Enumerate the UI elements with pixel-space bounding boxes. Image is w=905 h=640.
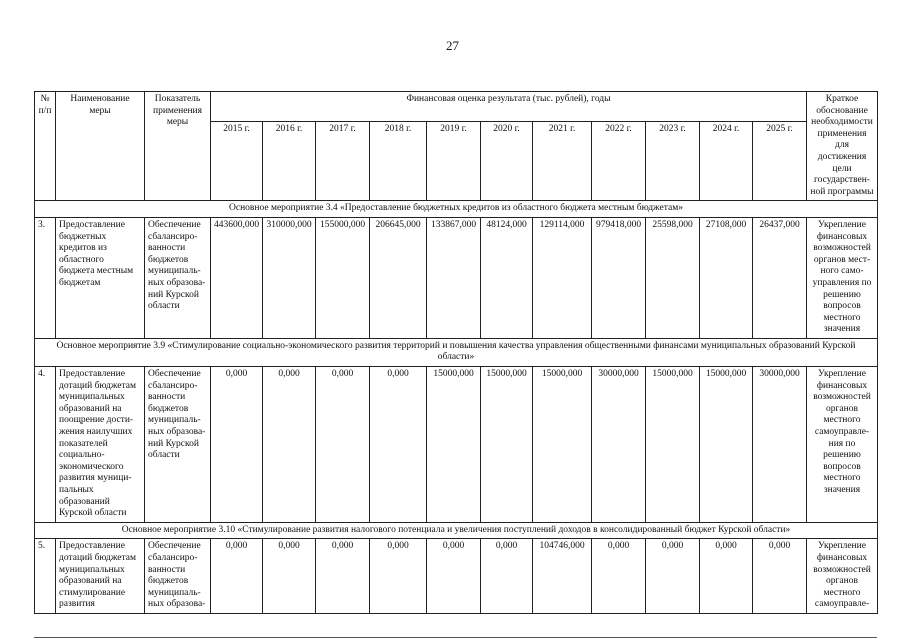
value-cell: 443600,000 bbox=[211, 217, 263, 338]
header-year: 2017 г. bbox=[316, 121, 370, 201]
value-cell: 0,000 bbox=[211, 367, 263, 523]
header-justification: Краткое обоснование необходимости применения для достижения цели государствен-ной программы bbox=[807, 92, 878, 201]
row-number: 4. bbox=[35, 367, 56, 523]
table-row bbox=[35, 539, 878, 614]
header-year: 2022 г. bbox=[592, 121, 646, 201]
value-cell: 0,000 bbox=[263, 367, 316, 523]
value-cell: 30000,000 bbox=[592, 367, 646, 523]
value-cell: 15000,000 bbox=[533, 367, 592, 523]
value-cell: 0,000 bbox=[700, 539, 753, 614]
value-cell: 0,000 bbox=[753, 539, 807, 614]
value-cell: 206645,000 bbox=[370, 217, 427, 338]
value-cell: 0,000 bbox=[316, 367, 370, 523]
header-year: 2024 г. bbox=[700, 121, 753, 201]
indicator: Обеспечение сбалансиро-ванности бюджетов муниципаль-ных образова- bbox=[145, 539, 211, 614]
section-title: Основное мероприятие 3.4 «Предоставление бюджетных кредитов из областного бюджета местным бюджетам» bbox=[35, 201, 878, 218]
value-cell: 0,000 bbox=[481, 539, 533, 614]
value-cell: 129114,000 bbox=[533, 217, 592, 338]
header-year: 2015 г. bbox=[211, 121, 263, 201]
value-cell: 15000,000 bbox=[646, 367, 700, 523]
value-cell: 0,000 bbox=[263, 539, 316, 614]
header-year: 2016 г. bbox=[263, 121, 316, 201]
value-cell: 15000,000 bbox=[700, 367, 753, 523]
row-number: 3. bbox=[35, 217, 56, 338]
row-number: 5. bbox=[35, 539, 56, 614]
value-cell: 48124,000 bbox=[481, 217, 533, 338]
value-cell: 133867,000 bbox=[427, 217, 481, 338]
value-cell: 0,000 bbox=[427, 539, 481, 614]
indicator: Обеспечение сбалансиро-ванности бюджетов муниципаль-ных образова-ний Курской области bbox=[145, 217, 211, 338]
value-cell: 27108,000 bbox=[700, 217, 753, 338]
value-cell: 0,000 bbox=[370, 367, 427, 523]
header-year: 2023 г. bbox=[646, 121, 700, 201]
value-cell: 25598,000 bbox=[646, 217, 700, 338]
header-year: 2019 г. bbox=[427, 121, 481, 201]
measure-name: Предоставление бюджетных кредитов из областного бюджета местным бюджетам bbox=[56, 217, 145, 338]
financial-table bbox=[34, 91, 878, 614]
header-year: 2018 г. bbox=[370, 121, 427, 201]
section-title: Основное мероприятие 3.10 «Стимулирование развития налогового потенциала и увеличения поступлений доходов в консолидированный бюджет Курской области» bbox=[35, 522, 878, 539]
value-cell: 15000,000 bbox=[481, 367, 533, 523]
value-cell: 30000,000 bbox=[753, 367, 807, 523]
justification: Укрепление финансовых возможностей органов местного самоуправле-ния по решению вопросов местного значения bbox=[807, 367, 878, 523]
value-cell: 0,000 bbox=[211, 539, 263, 614]
table-row bbox=[35, 367, 878, 523]
header-financial: Финансовая оценка результата (тыс. рублей), годы bbox=[211, 92, 807, 122]
header-year: 2020 г. bbox=[481, 121, 533, 201]
value-cell: 15000,000 bbox=[427, 367, 481, 523]
value-cell: 0,000 bbox=[316, 539, 370, 614]
value-cell: 0,000 bbox=[646, 539, 700, 614]
value-cell: 155000,000 bbox=[316, 217, 370, 338]
header-indicator: Показатель применения меры bbox=[145, 92, 211, 201]
header-no: № п/п bbox=[35, 92, 56, 201]
header-year: 2025 г. bbox=[753, 121, 807, 201]
value-cell: 979418,000 bbox=[592, 217, 646, 338]
header-measure: Наименование меры bbox=[56, 92, 145, 201]
section-title: Основное мероприятие 3.9 «Стимулирование социально-экономического развития территорий и повышения качества управления общественными финансами муниципальных образований Курской области» bbox=[35, 338, 878, 366]
value-cell: 26437,000 bbox=[753, 217, 807, 338]
value-cell: 0,000 bbox=[592, 539, 646, 614]
value-cell: 310000,000 bbox=[263, 217, 316, 338]
header-year: 2021 г. bbox=[533, 121, 592, 201]
indicator: Обеспечение сбалансиро-ванности бюджетов муниципаль-ных образова-ний Курской области bbox=[145, 367, 211, 523]
page-number: 27 bbox=[446, 38, 459, 53]
measure-name: Предоставление дотаций бюджетам муниципальных образований на поощрение дости-жения наилучших показателей социально-экономического развития муници-пальных образований Курской области bbox=[56, 367, 145, 523]
table-row bbox=[35, 217, 878, 338]
page-bottom-edge bbox=[34, 637, 877, 638]
value-cell: 104746,000 bbox=[533, 539, 592, 614]
justification: Укрепление финансовых возможностей органов местного самоуправле- bbox=[807, 539, 878, 614]
value-cell: 0,000 bbox=[370, 539, 427, 614]
measure-name: Предоставление дотаций бюджетам муниципальных образований на стимулирование развития bbox=[56, 539, 145, 614]
justification: Укрепление финансовых возможностей органов мест-ного само-управления по решению вопросов местного значения bbox=[807, 217, 878, 338]
